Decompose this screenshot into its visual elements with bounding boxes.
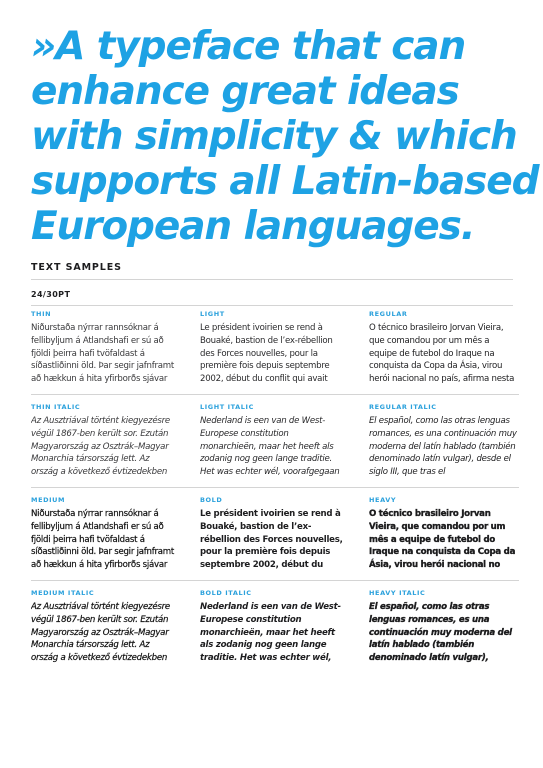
sample-label: MEDIUM ITALIC <box>31 589 95 597</box>
section-title: TEXT SAMPLES <box>31 262 122 273</box>
size-label: 24/30PT <box>31 290 71 299</box>
sample-label: THIN <box>31 310 52 318</box>
sample-medium-italic <box>31 589 175 665</box>
sample-text: Niðurstaða nýrrar rannsóknar á fellibyljum á Atlandshafi er sú að fjöldi þeirra hafi tvöfaldast á síðastliðinni öld. Þar segir jafnframt að hækkun á hita yfirborðs sjávar <box>31 323 175 385</box>
sample-label: BOLD <box>200 496 223 504</box>
row-divider <box>31 580 519 581</box>
hero-line: enhance great ideas <box>31 69 459 114</box>
sample-text: Niðurstaða nýrrar rannsóknar á fellibyljum á Atlandshafi er sú að fjöldi þeirra hafi tvöfaldast á síðastliðinni öld. Þar segir jafnframt að hækkun á hita yfirborðs sjávar <box>31 509 175 571</box>
sample-regular <box>369 310 519 386</box>
sample-regular-italic <box>369 403 519 479</box>
hero-line: European languages. <box>31 204 475 249</box>
sample-bold-italic <box>200 589 344 665</box>
size-divider <box>31 305 513 306</box>
sample-text: Le président ivoirien se rend à Bouaké, bastion de l’ex-rébellion des Forces nouvelles, pour la première fois depuis septembre 2002, début du <box>200 509 343 571</box>
sample-label: MEDIUM <box>31 496 66 504</box>
sample-label: REGULAR ITALIC <box>369 403 437 411</box>
sample-light <box>200 310 344 386</box>
sample-heavy <box>369 496 519 572</box>
section-divider <box>31 279 513 280</box>
hero-line: with simplicity & which <box>31 114 517 159</box>
sample-heavy-italic <box>369 589 519 665</box>
sample-text: El español, como las otras lenguas romances, es una continuación muy moderna del latín hablado (también denominado latín vulgar), <box>369 602 512 664</box>
text-samples-grid <box>31 310 519 665</box>
sample-light-italic <box>200 403 344 479</box>
hero-line: »A typeface that can <box>31 24 466 69</box>
sample-text: Nederland is een van de West-Europese constitution monarchieën, maar het heeft als zodanig nog geen lange traditie. Het was echter wél, <box>200 602 341 664</box>
sample-text: O técnico brasileiro Jorvan Vieira, que comandou por um mês a equipe de futebol do Iraque na conquista da Copa da Ásia, virou herói nacional no país, afirma nesta <box>369 323 515 385</box>
sample-label: LIGHT <box>200 310 225 318</box>
sample-text: El español, como las otras lenguas romances, es una continuación muy moderna del latín hablado (también denominado latín vulgar), desde el siglo III, que tras el <box>369 416 517 478</box>
sample-text: Nederland is een van de West-Europese constitution monarchieën, maar het heeft als zodanig nog geen lange traditie. Het was echter wél, voorafgegaan <box>200 416 340 478</box>
sample-thin <box>31 310 175 386</box>
row-divider <box>31 394 519 395</box>
sample-medium <box>31 496 175 572</box>
sample-thin-italic <box>31 403 175 479</box>
sample-text: Le président ivoirien se rend à Bouaké, bastion de l’ex-rébellion des Forces nouvelles, pour la première fois depuis septembre 2002, début du conflit qui avait <box>200 323 333 385</box>
sample-label: REGULAR <box>369 310 408 318</box>
sample-label: HEAVY <box>369 496 397 504</box>
hero-line: supports all Latin-based <box>31 159 539 204</box>
row-divider <box>31 487 519 488</box>
hero-headline <box>31 24 539 249</box>
sample-bold <box>200 496 344 572</box>
sample-label: BOLD ITALIC <box>200 589 252 597</box>
sample-text: Az Ausztriával történt kiegyezésre végül 1867-ben került sor. Ezután Magyarország az Osztrák–Magyar Monarchia társország lett. Az ország a következő évtizedekben <box>31 602 170 664</box>
sample-label: THIN ITALIC <box>31 403 81 411</box>
sample-text: O técnico brasileiro Jorvan Vieira, que comandou por um mês a equipe de futebol do Iraque na conquista da Copa da Ásia, virou herói nacional no <box>369 509 516 571</box>
sample-label: HEAVY ITALIC <box>369 589 426 597</box>
sample-text: Az Ausztriával történt kiegyezésre végül 1867-ben került sor. Ezután Magyarország az Osztrák–Magyar Monarchia társország lett. Az ország a következő évtizedekben <box>31 416 170 478</box>
sample-label: LIGHT ITALIC <box>200 403 254 411</box>
